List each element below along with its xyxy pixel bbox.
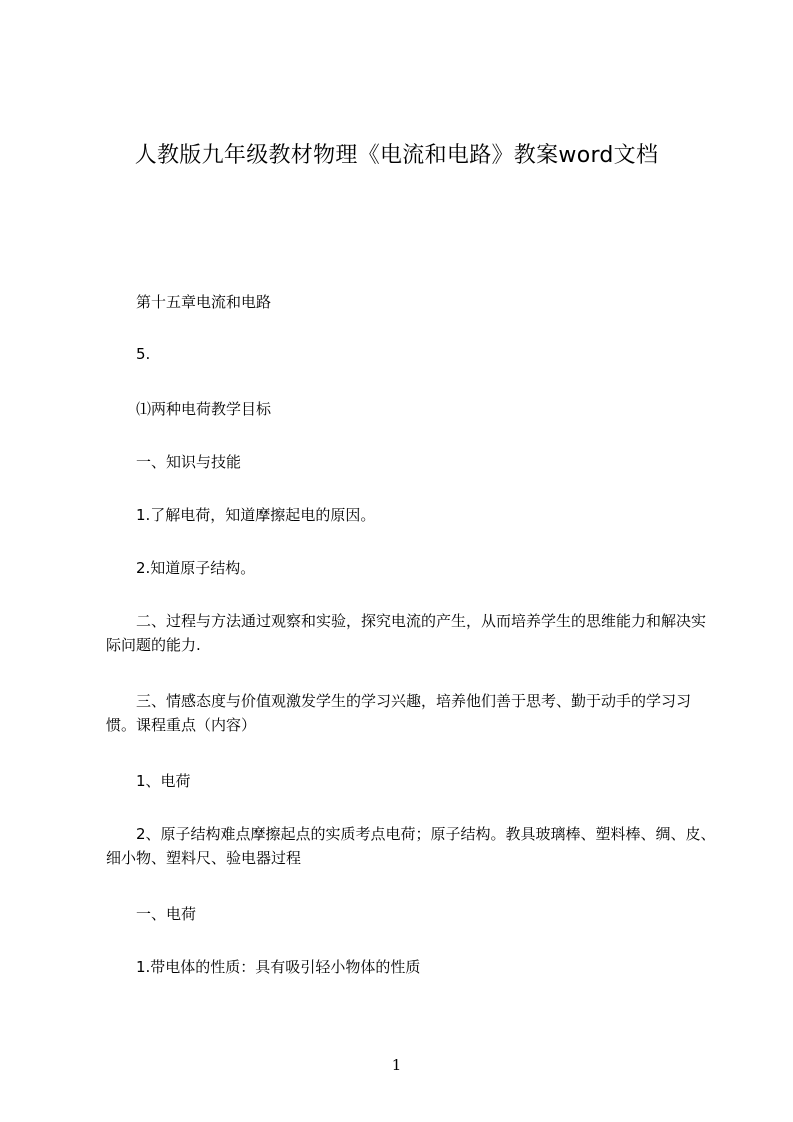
paragraph-charge-1: 1、电荷 [136,772,191,790]
page-number: 1 [391,1056,402,1074]
paragraph-item-2: 2.知道原子结构。 [136,559,256,577]
paragraph-item-1: 1.了解电荷，知道摩擦起电的原因。 [136,506,376,524]
paragraph-section-charge: 一、电荷 [136,905,197,923]
paragraph-lesson-title: ⑴两种电荷教学目标 [136,400,272,418]
paragraph-emotion-attitude: 三、情感态度与价值观激发学生的学习兴趣，培养他们善于思考、勤于动手的学习习惯。课程重点（内容） [106,692,692,734]
paragraph-atomic-structure: 2、原子结构难点摩擦起点的实质考点电荷；原子结构。教具玻璃棒、塑料棒、绸、皮、细小物、塑料尺、验电器过程 [106,825,716,867]
paragraph-charged-body-property: 1.带电体的性质：具有吸引轻小物体的性质 [136,958,421,976]
paragraph-process-method: 二、过程与方法通过观察和实验，探究电流的产生，从而培养学生的思维能力和解决实际问题的能力. [106,612,707,654]
paragraph-section-number: 5. [136,345,151,363]
paragraph-chapter-heading: 第十五章电流和电路 [136,293,272,311]
paragraph-knowledge-skills: 一、知识与技能 [136,453,242,471]
document-title: 人教版九年级教材物理《电流和电路》教案word文档 [134,143,659,168]
